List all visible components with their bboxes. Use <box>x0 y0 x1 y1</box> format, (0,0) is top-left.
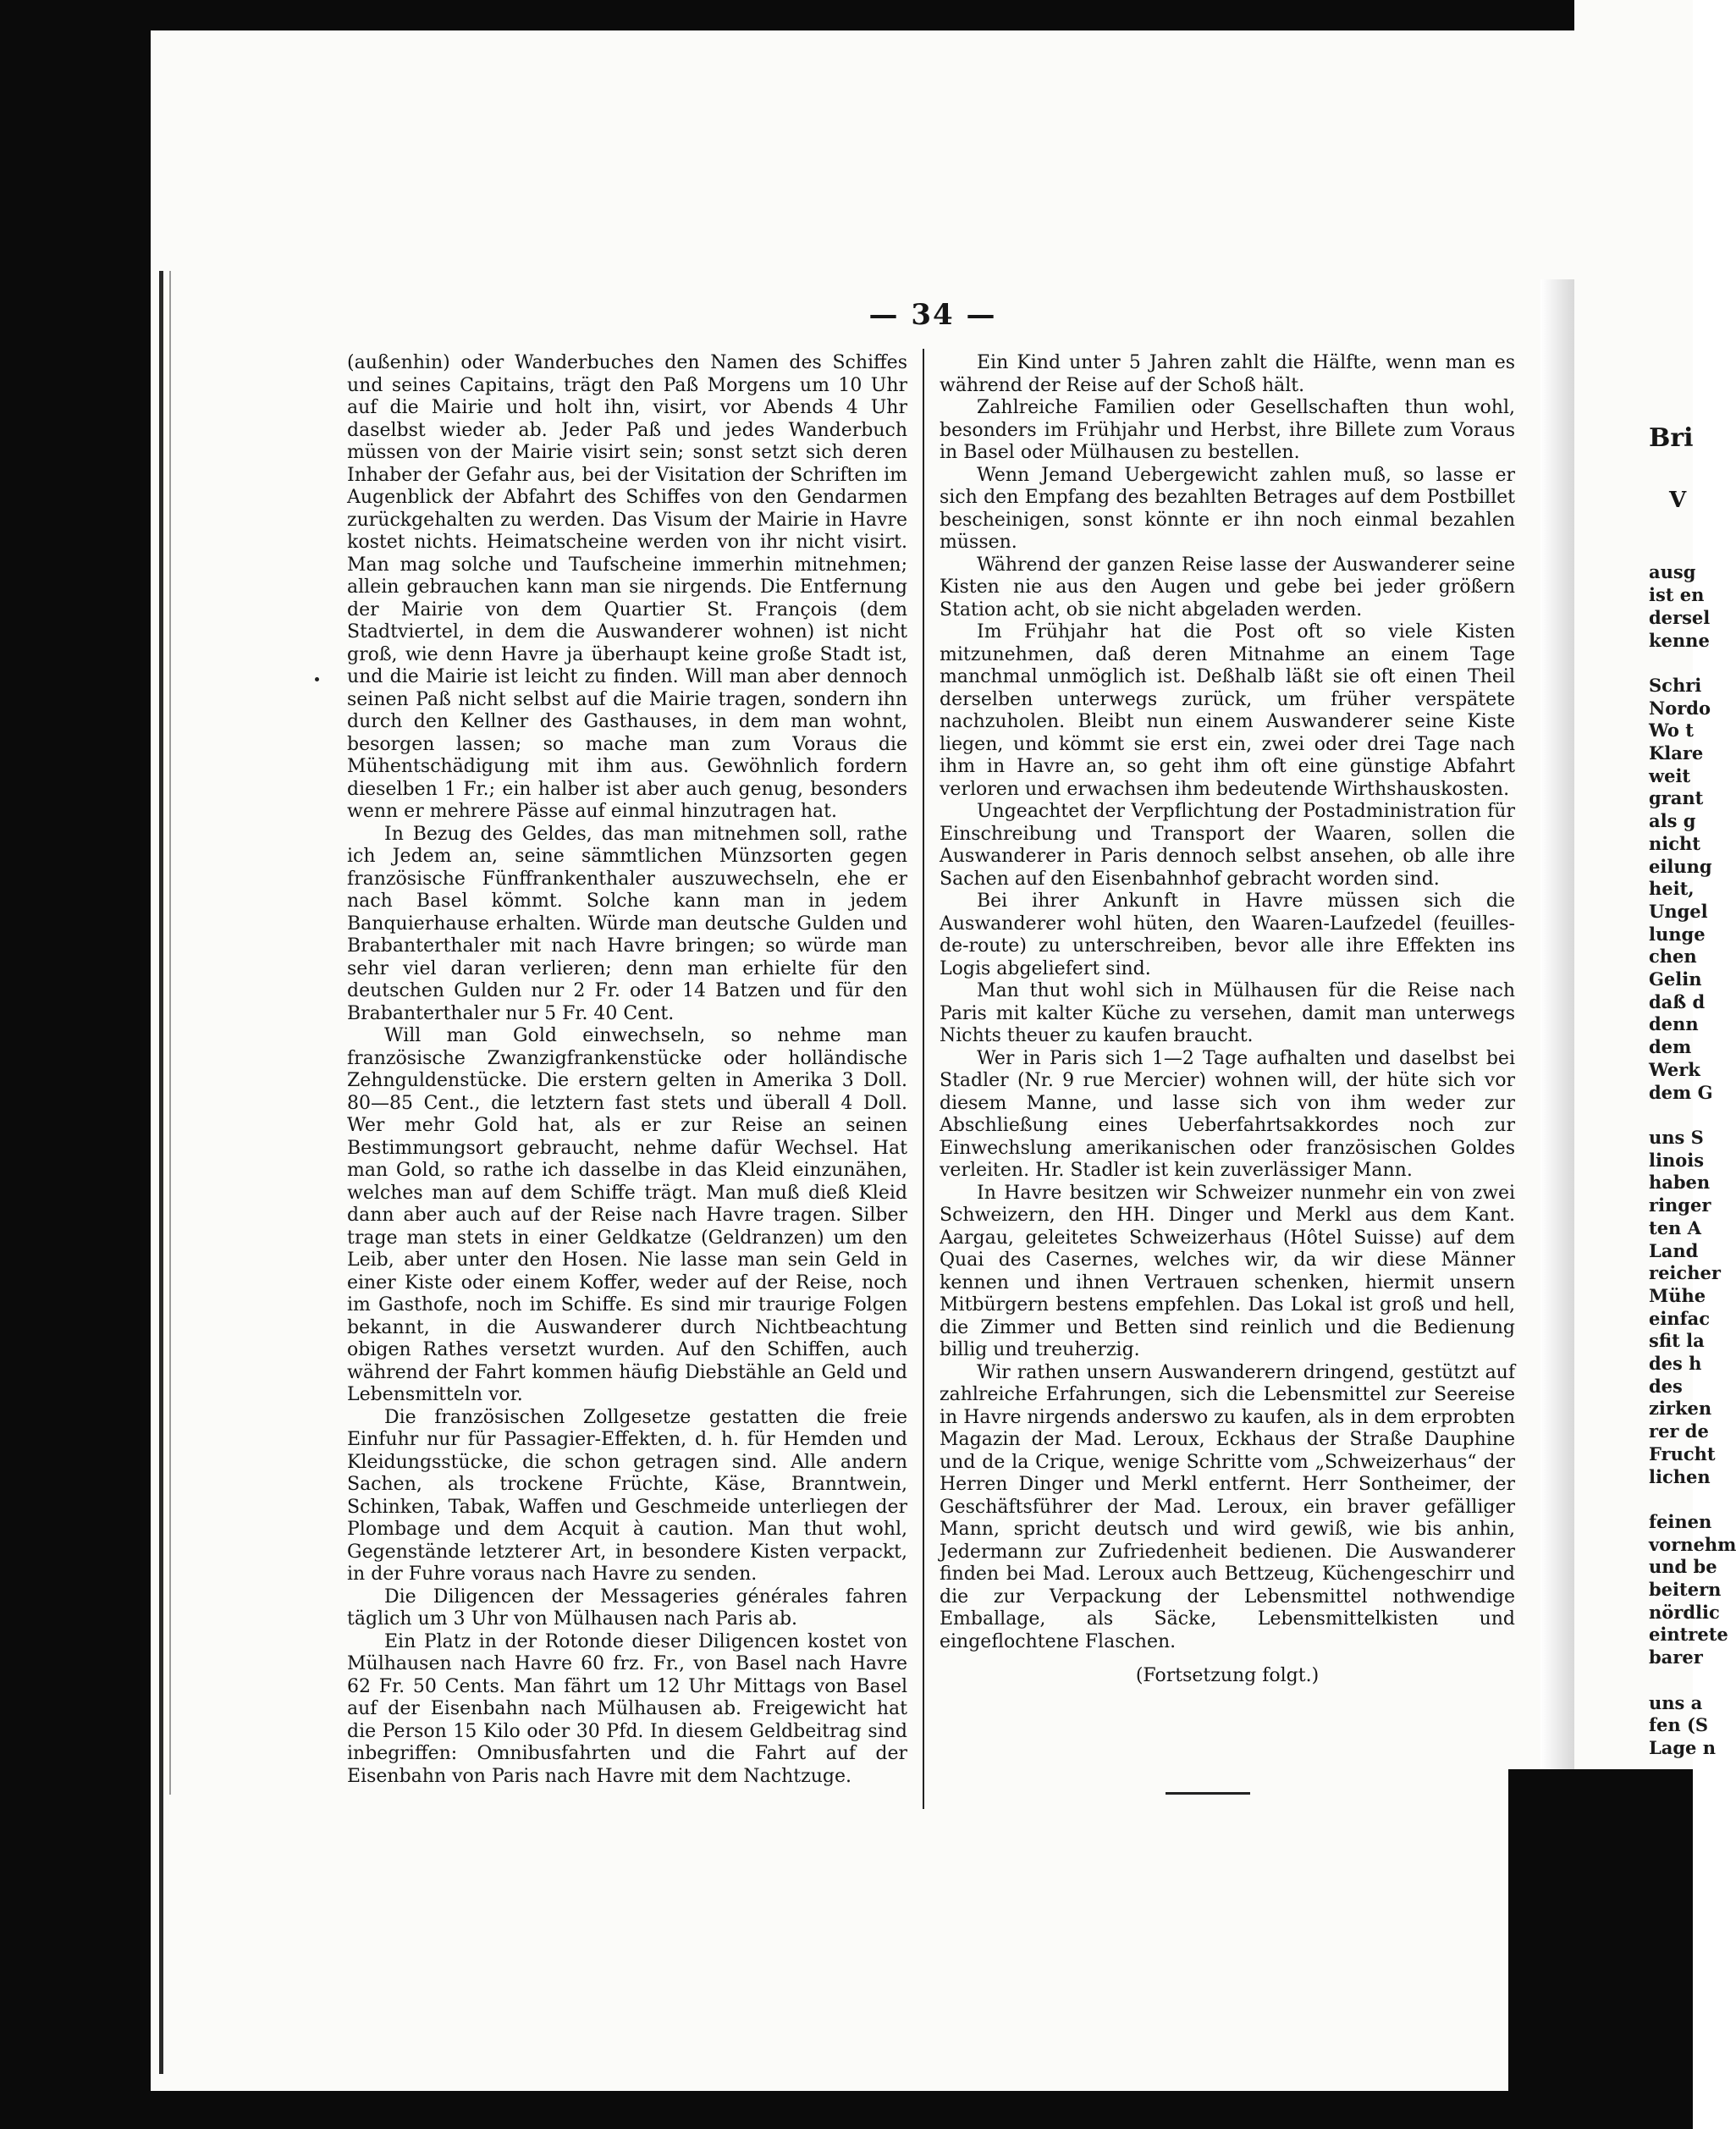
neighbor-page-subheading: V <box>1669 488 1687 513</box>
paragraph: Bei ihrer Ankunft in Havre müssen sich die Auswanderer wohl hüten, den Waaren-Laufzedel (feuilles-de-route) zu unterschreiben, bevor alle ihre Effekten ins Logis abgeliefert sind. <box>940 891 1515 979</box>
paragraph: Zahlreiche Familien oder Gesellschaften thun wohl, besonders im Frühjahr und Herbst, ihre Billete zum Voraus in Basel oder Mülhausen zu bestellen. <box>940 397 1515 463</box>
paragraph: Wir rathen unsern Auswanderern dringend, gestützt auf zahlreiche Erfahrungen, sich die Lebensmittel zur Seereise in Havre nirgends anderswo zu kaufen, als in dem erprobten Magazin der Mad. Leroux, Eckhaus der Straße Dauphine und de la Crique, wenige Schritte vom „Schweizerhaus“ der Herren Dinger und Merkl entfernt. Herr Sontheimer, der Geschäftsführer der Mad. Leroux, ein braver gefälliger Mann, spricht deutsch und wird gewiß, wie bis anhin, Jedermann zur Zufriedenheit bedienen. Die Auswanderer finden bei Mad. Leroux auch Bettzeug, Küchengeschirr und die zur Verpackung der Lebensmittel nothwendige Emballage, als Säcke, Lebensmittelkisten und eingeflochtene Flaschen. <box>940 1361 1515 1652</box>
right-column <box>940 352 1515 1688</box>
paragraph: Wer in Paris sich 1—2 Tage aufhalten und daselbst bei Stadler (Nr. 9 rue Mercier) wohnen will, der hüte sich vor diesem Manne, und lasse sich von ihm weder zur Abschließung eines Ueberfahrtsakkordes noch zur Einwechslung amerikanischen oder französischen Goldes verleiten. Hr. Stadler ist kein zuverlässiger Mann. <box>940 1047 1515 1181</box>
book-gutter-shadow <box>1540 279 1574 1786</box>
scan-border-bottom <box>0 2091 1524 2129</box>
paragraph: Die französischen Zollgesetze gestatten die freie Einfuhr nur für Passagier-Effekten, d. h. für Hemden und Kleidungsstücke, die schon getragen sind. Alle andern Sachen, als trockene Früchte, Käse, Branntwein, Schinken, Tabak, Waffen und Geschmeide unterliegen der Plombage und dem Acquit à caution. Man thut wohl, Gegenstände letzterer Art, in besondere Kisten verpackt, in der Fuhre voraus nach Havre zu senden. <box>347 1406 907 1585</box>
page-number: — 34 — <box>868 298 997 332</box>
neighbor-page-text: ausg ist en dersel kenne Schri Nordo Wo t Klare weit grant als g nicht eilung heit, Ungel lunge chen Gelin daß d denn dem Werk dem G uns S linois haben ringer ten A Land reicher Mühe einfac sfit la des h des zirken rer de Frucht lichen feinen vornehm und be beitern nördlic eintrete barer uns a fen (S Lage n <box>1649 561 1736 1758</box>
paragraph: Wenn Jemand Uebergewicht zahlen muß, so lasse er sich den Empfang des bezahlten Betrages auf dem Postbillet bescheinigen, sonst könnte er ihn noch einmal bezahlen müssen. <box>940 464 1515 553</box>
paragraph: Will man Gold einwechseln, so nehme man französische Zwanzigfrankenstücke oder holländische Zehnguldenstücke. Die erstern gelten in Amerika 3 Doll. 80—85 Cent., die letztern fast stets und überall 4 Doll. Wer mehr Gold hat, als er zur Reise an seinen Bestimmungsort gebraucht, nehme dafür Wechsel. Hat man Gold, so rathe ich dasselbe in das Kleid einzunähen, welches man auf dem Schiffe trägt. Man muß dieß Kleid dann aber auch auf der Reise nach Havre tragen. Silber trage man stets in einer Geldkatze (Geldranzen) um den Leib, aber unter den Hosen. Nie lasse man sein Geld in einer Kiste oder einem Koffer, weder auf der Reise, noch im Gasthofe, noch im Schiffe. Es sind mir traurige Folgen bekannt, in die Auswanderer durch Nichtbeachtung obigen Rathes versetzt wurden. Auf den Schiffen, auch während der Fahrt kommen häufig Diebstähle an Geld und Lebensmitteln vor. <box>347 1025 907 1405</box>
paragraph: Im Frühjahr hat die Post oft so viele Kisten mitzunehmen, daß deren Mitnahme an einem Tage manchmal unmöglich ist. Deßhalb läßt sie oft einen Theil derselben unterwegs zurück, um früher verspätete nachzuholen. Bleibt nun einem Auswanderer seine Kiste liegen, und kömmt sie erst ein, zwei oder drei Tage nach ihm in Havre an, so geht ihm oft eine günstige Abfahrt verloren und erwachsen ihm bedeutende Wirthshauskosten. <box>940 621 1515 800</box>
paragraph: (außenhin) oder Wanderbuches den Namen des Schiffes und seines Capitains, trägt den Paß Morgens um 10 Uhr auf die Mairie und holt ihn, visirt, vor Abends 4 Uhr daselbst wieder ab. Jeder Paß und jedes Wanderbuch müssen von der Mairie visirt sein; sonst setzt sich deren Inhaber der Gefahr aus, bei der Visitation der Schriften im Augenblick der Abfahrt des Schiffes von den Gendarmen zurückgehalten zu werden. Das Visum der Mairie in Havre kostet nichts. Heimatscheine werden von ihr nicht visirt. Man mag solche und Taufscheine immerhin mitnehmen; allein gebrauchen kann man sie nirgends. Die Entfernung der Mairie von dem Quartier St. François (dem Stadtviertel, in dem die Auswanderer wohnen) ist nicht groß, wie denn Havre ja überhaupt keine große Stadt ist, und die Mairie ist leicht zu finden. Will man aber dennoch seinen Paß nicht selbst auf die Mairie tragen, sondern ihn durch den Kellner des Gasthauses, in dem man wohnt, besorgen lassen; so mache man zum Voraus die Mühentschädigung mit ihm aus. Gewöhnlich fordern dieselben 1 Fr.; ein halber ist aber auch genug, besonders wenn er mehrere Pässe auf einmal hinzutragen hat. <box>347 352 907 822</box>
paragraph: Während der ganzen Reise lasse der Auswanderer seine Kisten nie aus den Augen und gebe bei jeder größern Station acht, ob sie nicht abgeladen werden. <box>940 554 1515 620</box>
paragraph: Die Diligencen der Messageries générales fahren täglich um 3 Uhr von Mülhausen nach Paris ab. <box>347 1586 907 1630</box>
scan-border-left <box>0 0 151 2129</box>
paragraph: In Bezug des Geldes, das man mitnehmen soll, rathe ich Jedem an, seine sämmtlichen Münzsorten gegen französische Fünffrankenthaler auszuwechseln, ehe er nach Basel kömmt. Solche kann man in jedem Banquierhause erhalten. Würde man deutsche Gulden und Brabanterthaler mit nach Havre bringen; so würde man sehr viel daran verlieren; denn man erhielte für den deutschen Gulden nur 2 Fr. oder 14 Batzen und für den Brabanterthaler nur 5 Fr. 40 Cent. <box>347 823 907 1024</box>
page-edge-shadow <box>169 271 171 1795</box>
neighbor-page-heading: Bri <box>1649 423 1694 453</box>
ink-speck <box>315 677 319 681</box>
continuation-note: (Fortsetzung folgt.) <box>1135 1665 1320 1686</box>
column-divider <box>923 349 924 1809</box>
scan-border-right-bottom <box>1508 1769 1693 2129</box>
paragraph: Ein Kind unter 5 Jahren zahlt die Hälfte, wenn man es während der Reise auf der Schoß hält. <box>940 352 1515 396</box>
paragraph: Ungeachtet der Verpflichtung der Postadministration für Einschreibung und Transport der Waaren, sollen die Auswanderer in Paris dennoch selbst ansehen, ob alle ihre Sachen auf den Eisenbahnhof gebracht worden sind. <box>940 801 1515 890</box>
left-column <box>347 352 907 1788</box>
paragraph: Ein Platz in der Rotonde dieser Diligencen kostet von Mülhausen nach Havre 60 frz. Fr., von Basel nach Havre 62 Fr. 50 Cents. Man fährt um 12 Uhr Mittags von Basel auf der Eisenbahn nach Mülhausen ab. Freigewicht hat die Person 15 Kilo oder 30 Pfd. In diesem Geldbeitrag sind inbegriffen: Omnibusfahrten und die Fahrt auf der Eisenbahn von Paris nach Havre mit dem Nachtzuge. <box>347 1630 907 1787</box>
paragraph: In Havre besitzen wir Schweizer nunmehr ein von zwei Schweizern, den HH. Dinger und Merkl aus dem Kant. Aargau, geleitetes Schweizerhaus (Hôtel Suisse) auf dem Quai des Casernes, welches wir, da wir diese Männer kennen und ihnen Vertrauen schenken, hiermit unsern Mitbürgern bestens empfehlen. Das Lokal ist groß und hell, die Zimmer und Betten sind reinlich und die Bedienung billig und treuherzig. <box>940 1182 1515 1360</box>
scan-border-top <box>0 0 1693 30</box>
end-rule <box>1166 1792 1250 1795</box>
paragraph: Man thut wohl sich in Mülhausen für die Reise nach Paris mit kalter Küche zu versehen, damit man unterwegs Nichts theuer zu kaufen braucht. <box>940 980 1515 1046</box>
page-edge-line <box>159 271 163 2074</box>
